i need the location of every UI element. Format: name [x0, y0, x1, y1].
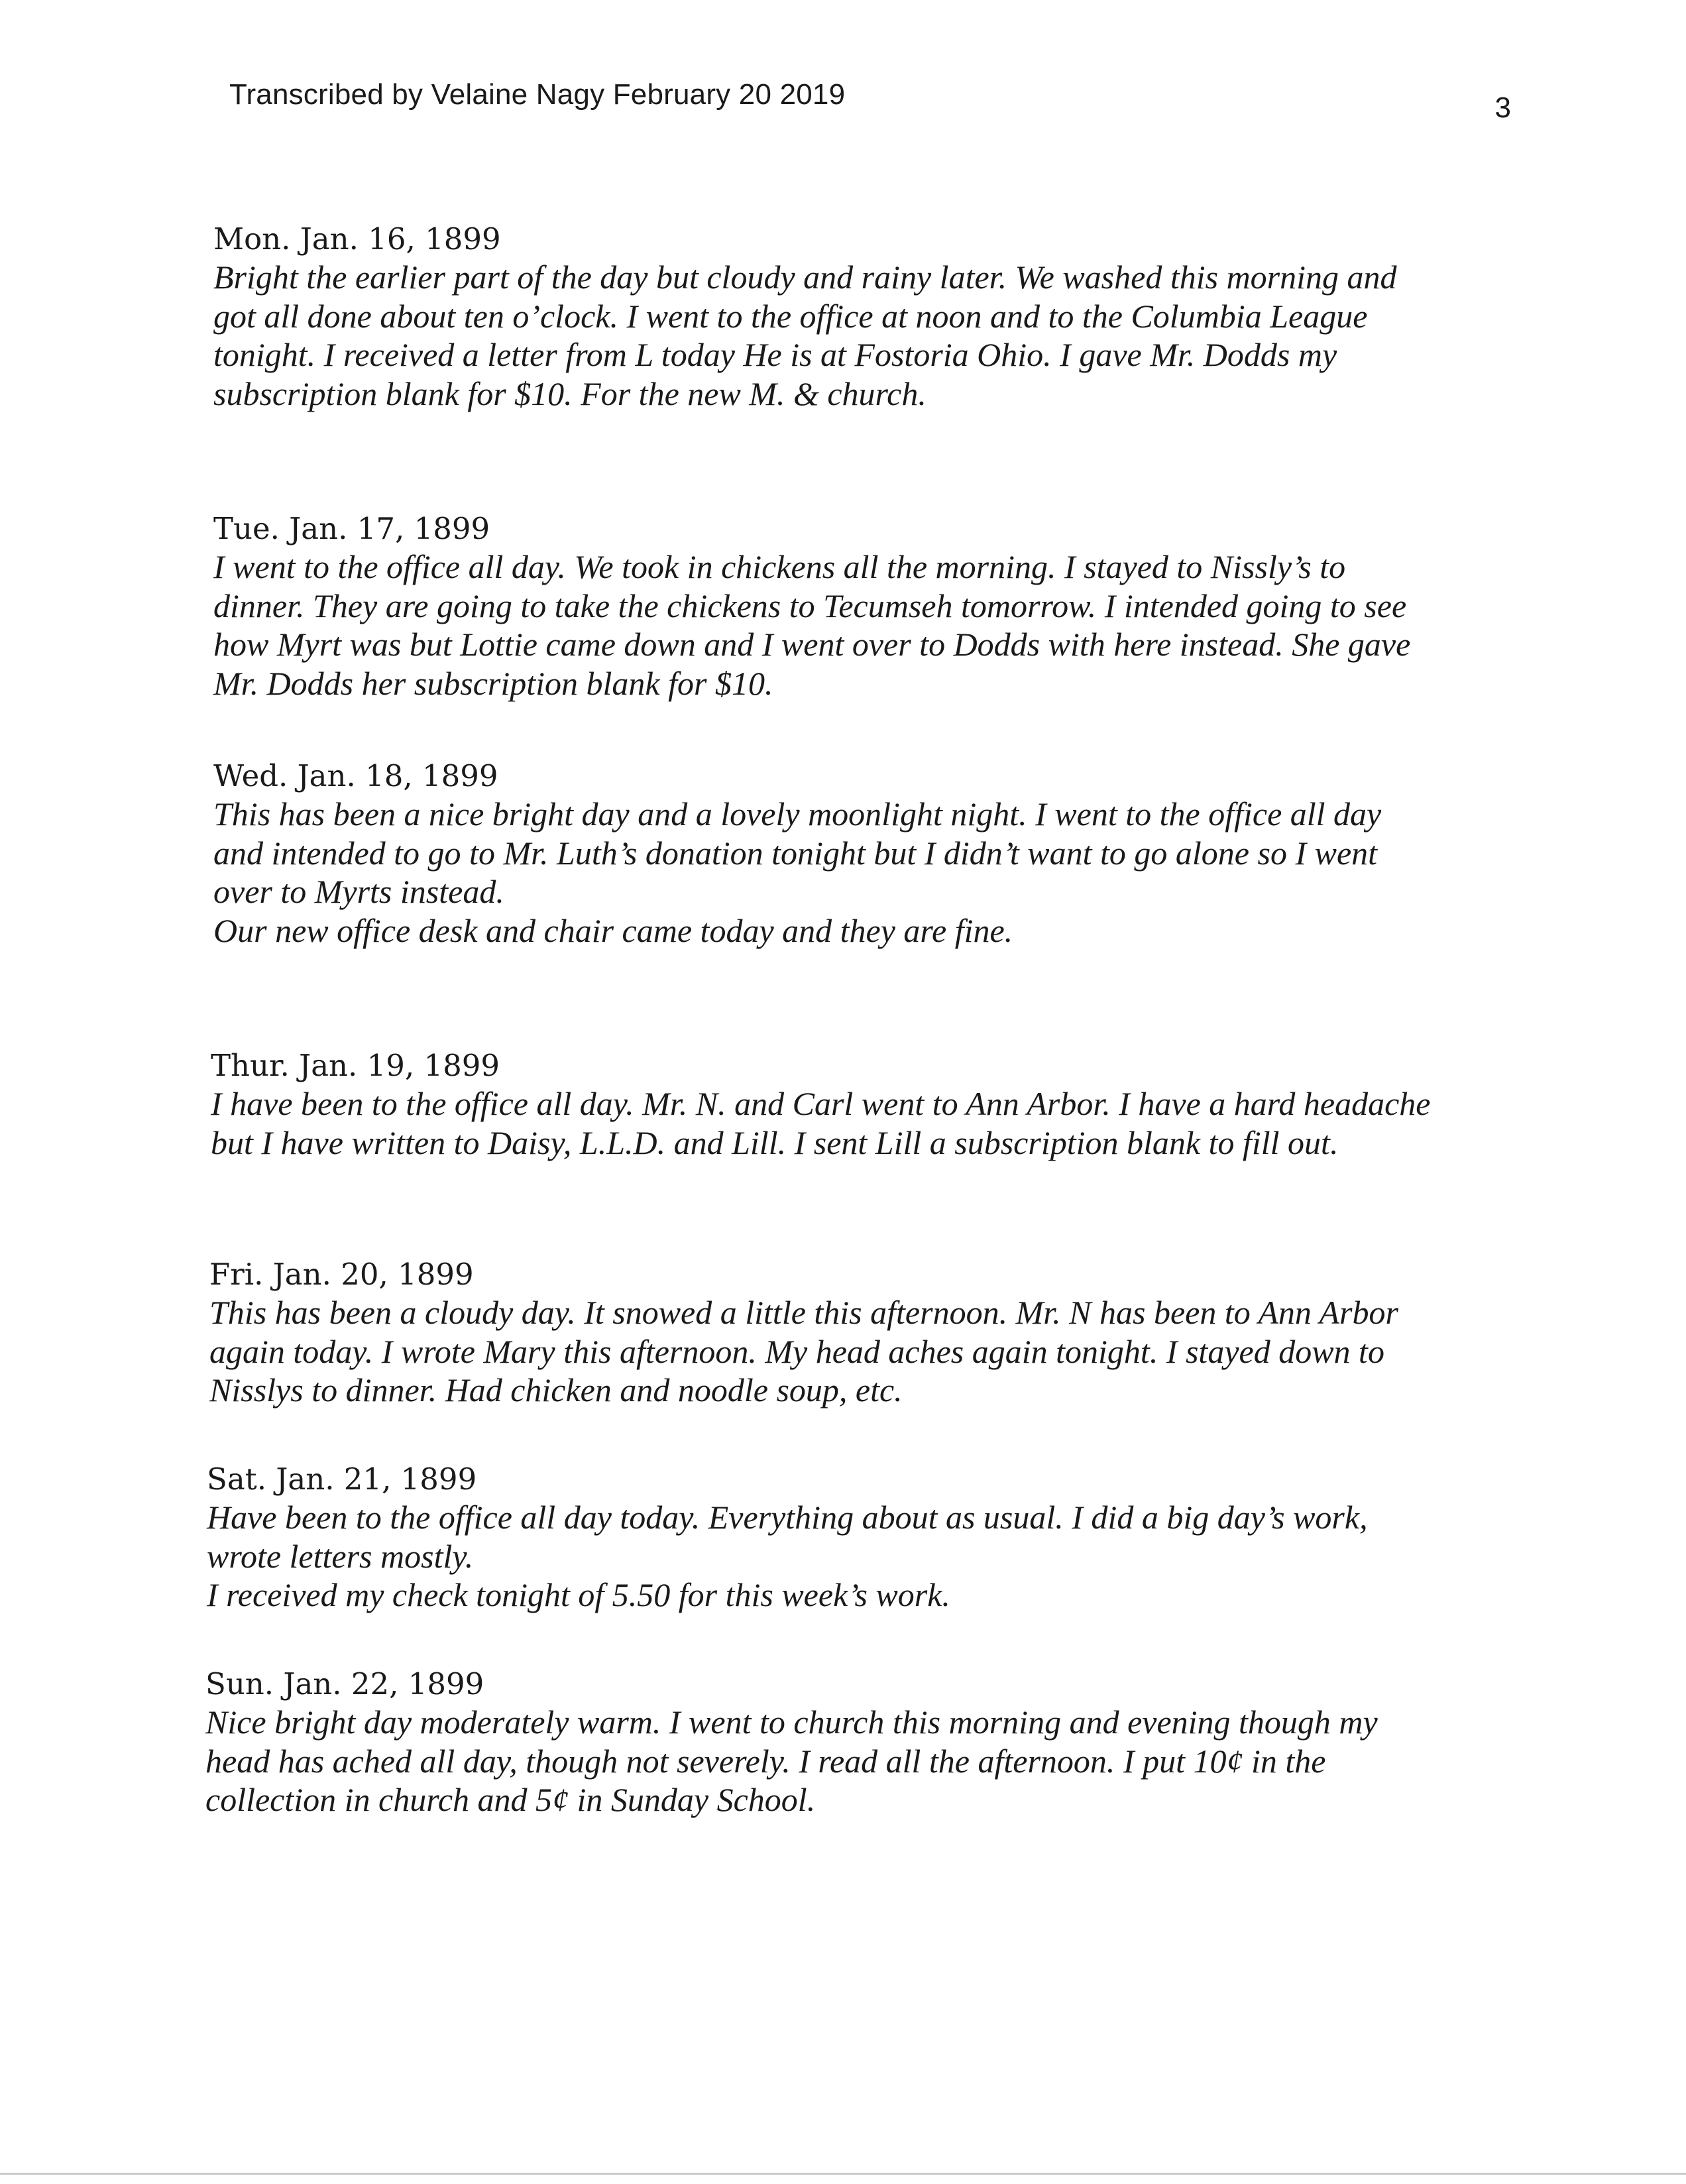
entry-date: Sun. Jan. 22, 1899 — [205, 1666, 484, 1701]
entry-line: wrote letters mostly. — [207, 1537, 474, 1575]
diary-entry-jan-17 — [213, 510, 1512, 703]
entry-line: Bright the earlier part of the day but cloudy and rainy later. We washed this morning and — [213, 259, 1397, 296]
entry-line: This has been a nice bright day and a lovely moonlight night. I went to the office all day — [213, 795, 1382, 833]
entry-line: I have been to the office all day. Mr. N. and Carl went to Ann Arbor. I have a hard headache — [211, 1085, 1431, 1122]
entry-line: I went to the office all day. We took in chickens all the morning. I stayed to Nissly’s to — [213, 548, 1346, 585]
entry-date: Wed. Jan. 18, 1899 — [213, 758, 498, 793]
entry-line: and intended to go to Mr. Luth’s donation tonight but I didn’t want to go alone so I went — [213, 834, 1378, 872]
transcriber-note: Transcribed by Velaine Nagy February 20 2019 — [229, 78, 846, 111]
page-number: 3 — [1494, 91, 1511, 124]
entry-line: head has ached all day, though not severely. I read all the afternoon. I put 10¢ in the — [205, 1742, 1326, 1780]
entry-line: Mr. Dodds her subscription blank for $10. — [213, 664, 773, 702]
entry-line: Nisslys to dinner. Had chicken and noodle soup, etc. — [209, 1371, 903, 1408]
entry-line: dinner. They are going to take the chickens to Tecumseh tomorrow. I intended going to see — [213, 587, 1407, 624]
entry-date: Fri. Jan. 20, 1899 — [209, 1257, 474, 1292]
entry-line: tonight. I received a letter from L today He is at Fostoria Ohio. I gave Mr. Dodds my — [213, 336, 1337, 373]
entry-date: Mon. Jan. 16, 1899 — [213, 221, 501, 257]
diary-entry-jan-20 — [209, 1256, 1508, 1410]
diary-entry-jan-19 — [211, 1047, 1510, 1162]
scan-edge-rule — [0, 2173, 1686, 2175]
entry-line: collection in church and 5¢ in Sunday School. — [205, 1781, 816, 1818]
entry-line: I received my check tonight of 5.50 for this week’s work. — [207, 1576, 950, 1613]
entry-line: subscription blank for $10. For the new M. & church. — [213, 374, 927, 412]
entry-line: This has been a cloudy day. It snowed a little this afternoon. Mr. N has been to Ann Arbor — [209, 1294, 1398, 1331]
diary-entry-jan-22 — [205, 1666, 1504, 1819]
entry-line: got all done about ten o’clock. I went to the office at noon and to the Columbia League — [213, 297, 1368, 335]
diary-entry-jan-21 — [207, 1461, 1506, 1615]
entry-line: Have been to the office all day today. Everything about as usual. I did a big day’s work, — [207, 1499, 1368, 1536]
entry-line: Our new office desk and chair came today and they are fine. — [213, 911, 1013, 949]
entry-date: Tue. Jan. 17, 1899 — [213, 511, 490, 546]
diary-entry-jan-18 — [213, 758, 1512, 950]
entry-line: again today. I wrote Mary this afternoon. My head aches again tonight. I stayed down to — [209, 1332, 1384, 1370]
diary-entry-jan-16 — [213, 221, 1512, 413]
entry-line: Nice bright day moderately warm. I went to church this morning and evening though my — [205, 1703, 1378, 1741]
entry-line: but I have written to Daisy, L.L.D. and Lill. I sent Lill a subscription blank to fill out. — [211, 1123, 1339, 1161]
entry-date: Sat. Jan. 21, 1899 — [207, 1462, 477, 1497]
entry-date: Thur. Jan. 19, 1899 — [211, 1048, 500, 1083]
entry-line: how Myrt was but Lottie came down and I went over to Dodds with here instead. She gave — [213, 626, 1411, 663]
entry-line: over to Myrts instead. — [213, 873, 504, 910]
